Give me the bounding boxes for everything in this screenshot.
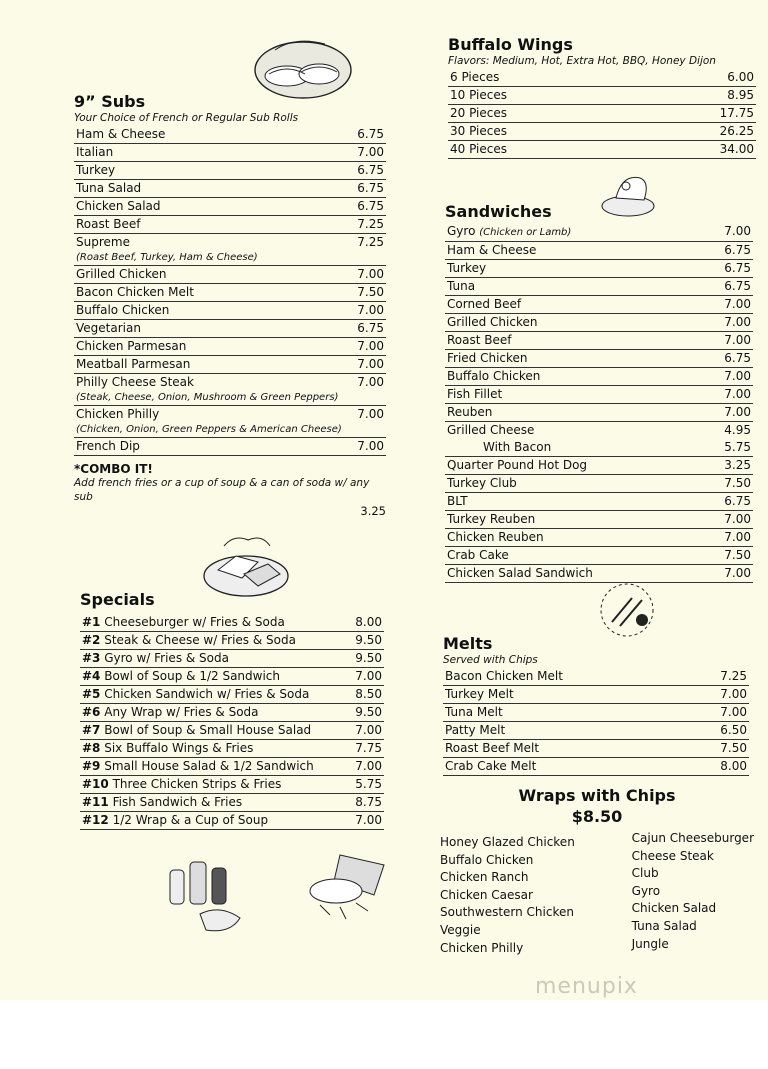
list-item: Club [631,866,659,881]
menu-item: Vegetarian 6.75 [74,320,386,338]
wraps-right-list [632,830,754,957]
menu-item: Ham & Cheese 6.75 [445,242,753,260]
wings-title: Buffalo Wings [448,35,573,54]
menu-item: #3 Gyro w/ Fries & Soda 9.50 [80,650,384,668]
specials-list [80,614,384,830]
melts-section [443,634,749,776]
menu-item: 10 Pieces 8.95 [448,87,756,105]
menu-item: Corned Beef 7.00 [445,296,753,314]
menu-item: Patty Melt 6.50 [443,722,749,740]
menu-item: #6 Any Wrap w/ Fries & Soda 9.50 [80,704,384,722]
menu-item: Turkey Club 7.50 [445,475,753,493]
menu-item: Buffalo Chicken 7.00 [445,368,753,386]
page-bottom-edge [0,1000,768,1069]
specials-section [80,590,384,830]
wraps-section [440,786,754,957]
subs-list [74,126,386,456]
menu-item: 6 Pieces 6.00 [448,69,756,87]
list-item: Cajun Cheeseburger [631,831,754,845]
menu-item: Crab Cake 7.50 [445,547,753,565]
watermark: menupix [535,974,638,999]
wings-section [448,35,756,159]
condiments-illustration [160,840,250,940]
menu-item: #2 Steak & Cheese w/ Fries & Soda 9.50 [80,632,384,650]
menu-item: Italian 7.00 [74,144,386,162]
menu-item: #7 Bowl of Soup & Small House Salad 7.00 [80,722,384,740]
sandwiches-list [445,223,753,583]
menu-item: Turkey 6.75 [445,260,753,278]
list-item: Chicken Philly [440,940,524,955]
menu-item-addon: With Bacon 5.75 [445,439,753,457]
menu-item: Turkey 6.75 [74,162,386,180]
menu-item: French Dip 7.00 [74,438,386,456]
sandwiches-section [445,202,753,583]
menu-item: Ham & Cheese 6.75 [74,126,386,144]
menu-item: #1 Cheeseburger w/ Fries & Soda 8.00 [80,614,384,632]
specials-title: Specials [80,590,155,609]
menu-item: Fried Chicken 6.75 [445,350,753,368]
menu-item: #8 Six Buffalo Wings & Fries 7.75 [80,740,384,758]
wings-subtitle: Flavors: Medium, Hot, Extra Hot, BBQ, Honey Dijon [448,55,716,67]
menu-item: Tuna 6.75 [445,278,753,296]
list-item: Veggie [440,922,481,937]
menu-item: Chicken Salad 6.75 [74,198,386,216]
menu-item: Grilled Cheese 4.95 [447,423,751,437]
list-item: Chicken Ranch [440,870,529,885]
menu-item: Supreme (Roast Beef, Turkey, Ham & Cheese) 7.25 [74,234,386,266]
menu-item: Buffalo Chicken 7.00 [74,302,386,320]
menu-item: Reuben 7.00 [445,404,753,422]
menu-item: Chicken Philly (Chicken, Onion, Green Peppers & American Cheese) 7.00 [74,406,386,438]
list-item: Cheese Steak [631,848,714,863]
combo-text: Add french fries or a cup of soup & a can of soda w/ any sub [74,477,370,503]
menu-item: Roast Beef 7.00 [445,332,753,350]
list-item: Buffalo Chicken [440,852,534,867]
subs-subtitle: Your Choice of French or Regular Sub Rolls [74,112,299,124]
melts-list [443,668,749,776]
wraps-price: $8.50 [571,807,623,826]
wings-list [448,69,756,159]
menu-item: #12 1/2 Wrap & a Cup of Soup 7.00 [80,812,384,830]
menu-item: Bacon Chicken Melt 7.50 [74,284,386,302]
menu-item: Roast Beef Melt 7.50 [443,740,749,758]
menu-item: Philly Cheese Steak (Steak, Cheese, Onion, Mushroom & Green Peppers) 7.00 [74,374,386,406]
wraps-grid [440,831,754,957]
menu-item: Turkey Melt 7.00 [443,686,749,704]
menu-item: BLT 6.75 [445,493,753,511]
list-item: Jungle [631,936,669,951]
menu-item: Chicken Parmesan 7.00 [74,338,386,356]
menu-item: Tuna Salad 6.75 [74,180,386,198]
list-item: Chicken Caesar [440,887,533,902]
menu-item: Meatball Parmesan 7.00 [74,356,386,374]
menu-item: Chicken Salad Sandwich 7.00 [445,565,753,583]
menu-item: #9 Small House Salad & 1/2 Sandwich 7.00 [80,758,384,776]
list-item: Tuna Salad [631,918,697,933]
combo-title: *COMBO IT! [74,462,153,476]
sandwiches-title: Sandwiches [445,202,552,221]
list-item: Chicken Salad [631,901,717,916]
menu-item: 30 Pieces 26.25 [448,123,756,141]
menu-item: Roast Beef 7.25 [74,216,386,234]
subs-title: 9” Subs [74,92,146,111]
menu-item: #5 Chicken Sandwich w/ Fries & Soda 8.50 [80,686,384,704]
menu-item: #11 Fish Sandwich & Fries 8.75 [80,794,384,812]
menu-item: 40 Pieces 34.00 [448,141,756,159]
wraps-left-list [440,834,575,957]
wraps-title: Wraps with Chips [518,786,676,805]
menu-item: Quarter Pound Hot Dog 3.25 [445,457,753,475]
menu-item: Grilled Chicken 7.00 [445,314,753,332]
menu-item: Tuna Melt 7.00 [443,704,749,722]
melts-subtitle: Served with Chips [443,654,538,666]
menu-item: Bacon Chicken Melt 7.25 [443,668,749,686]
subs-section [74,92,386,518]
menu-item: #4 Bowl of Soup & 1/2 Sandwich 7.00 [80,668,384,686]
menu-item: Fish Fillet 7.00 [445,386,753,404]
list-item: Honey Glazed Chicken [440,835,575,849]
chips-bag-illustration [300,845,390,925]
list-item: Southwestern Chicken [440,905,574,920]
chef-utensils-illustration [592,580,662,640]
menu-item: Gyro (Chicken or Lamb) 7.00 [445,223,753,242]
menu-item: 20 Pieces 17.75 [448,105,756,123]
menu-item: #10 Three Chicken Strips & Fries 5.75 [80,776,384,794]
menu-item: Crab Cake Melt 8.00 [443,758,749,776]
menu-item: Grilled Chicken 7.00 [74,266,386,284]
menu-item: Chicken Reuben 7.00 [445,529,753,547]
melts-title: Melts [443,634,493,653]
combo-price: 3.25 [360,504,386,518]
list-item: Gyro [631,883,661,898]
menu-item: Turkey Reuben 7.00 [445,511,753,529]
